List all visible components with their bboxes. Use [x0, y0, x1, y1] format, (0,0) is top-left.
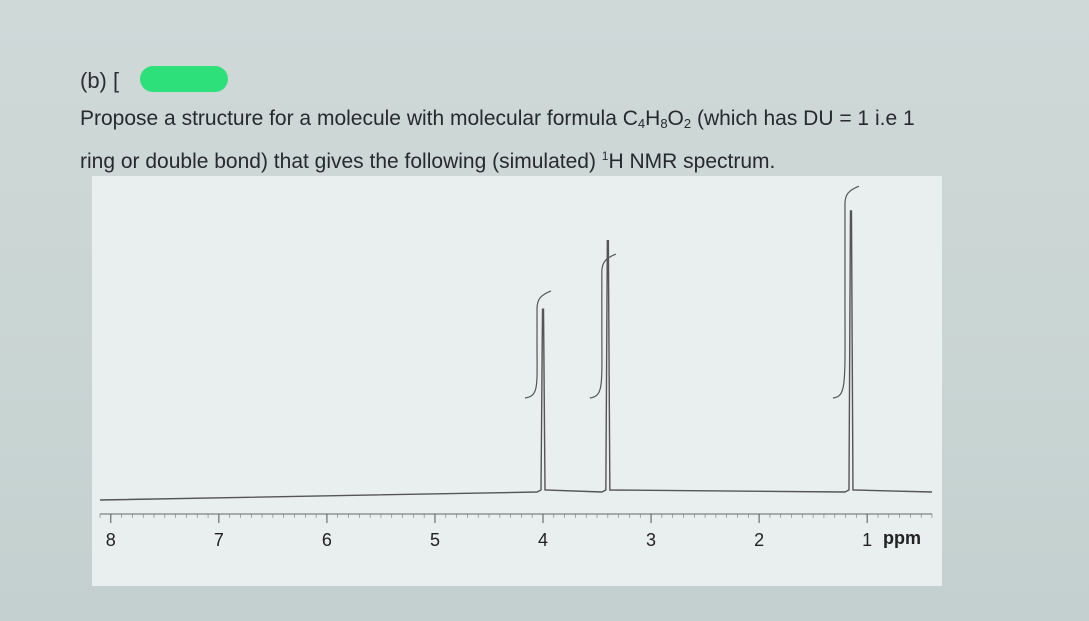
- part-label: (b) [: [80, 68, 120, 93]
- formula-sub-2: 8: [660, 116, 668, 131]
- redaction-mark: [140, 66, 228, 92]
- tick-label-4: 4: [538, 530, 549, 550]
- nmr-spectrum-panel: [92, 176, 942, 586]
- formula-sub-1: 4: [637, 116, 646, 131]
- formula-h: H: [645, 107, 661, 130]
- x-axis-label: ppm: [883, 528, 921, 548]
- integral-curve-3: [833, 186, 859, 398]
- nmr-spectrum-chart: [92, 176, 942, 586]
- tick-label-7: 7: [213, 530, 224, 550]
- formula-o: O: [667, 107, 684, 130]
- spectrum-trace: [100, 211, 932, 500]
- tick-label-1: 1: [862, 530, 873, 550]
- formula-sub-3: 2: [683, 116, 692, 131]
- tick-label-5: 5: [429, 530, 440, 550]
- integral-curve-1: [525, 291, 551, 398]
- tick-label-2: 2: [754, 530, 765, 550]
- question-text: [80, 102, 1040, 178]
- question-line2-a: ring or double bond) that gives the following (simulated): [80, 150, 602, 173]
- question-line2-b: H NMR spectrum.: [608, 150, 776, 173]
- tick-label-3: 3: [646, 530, 657, 550]
- tick-label-8: 8: [105, 530, 116, 550]
- question-line1-b: (which has DU = 1 i.e 1: [691, 107, 915, 130]
- nmr-superscript: 1: [601, 149, 609, 163]
- question-line1-a: Propose a structure for a molecule with molecular formula C: [80, 107, 638, 130]
- tick-label-6: 6: [321, 530, 332, 550]
- integral-curve-2: [590, 254, 616, 398]
